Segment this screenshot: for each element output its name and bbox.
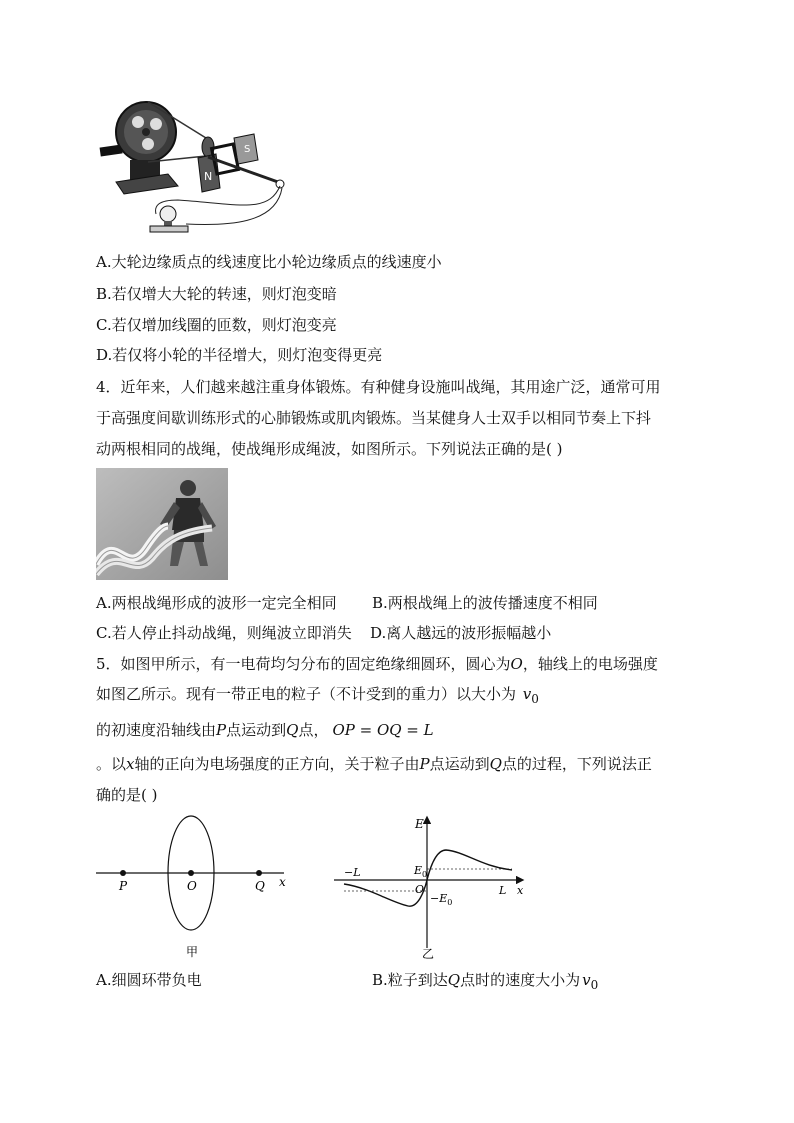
q5-stem-v0: v xyxy=(522,685,532,703)
q5-stem-line-5: 确的是( ) xyxy=(96,786,158,804)
yi-E0-label: $E_0$ xyxy=(414,864,428,879)
magnet-n-label: N xyxy=(204,170,213,183)
q5-stem-v0-sub: 0 xyxy=(531,692,539,706)
q5-stem-P2: P xyxy=(419,755,430,773)
jia-O-label: O xyxy=(187,879,197,893)
q4-option-b: B.两根战绳上的波传播速度不相同 xyxy=(372,594,598,612)
q5-stem-text-4b: 轴的正向为电场强度的正方向，关于粒子由 xyxy=(134,755,420,773)
q3-option-d: D.若仅将小轮的半径增大，则灯泡变得更亮 xyxy=(96,346,383,364)
q4-option-c: C.若人停止抖动战绳，则绳波立即消失 xyxy=(96,624,352,642)
yi-E-label: E xyxy=(415,817,424,831)
q4-stem-line-3: 动两根相同的战绳，使战绳形成绳波，如图所示。下列说法正确的是( ) xyxy=(96,440,563,458)
figure-jia-ring xyxy=(92,810,302,960)
q5-stem-line-4 xyxy=(96,754,652,774)
yi-caption: 乙 xyxy=(422,947,435,961)
generator-figure xyxy=(98,94,294,240)
q5-option-b-text-b: 点时的速度大小为 xyxy=(460,971,581,989)
q5-stem-Q2: Q xyxy=(489,755,502,773)
q5-stem-text-4a: 。以 xyxy=(96,755,127,773)
q4-option-d: D.离人越远的波形振幅越小 xyxy=(370,624,552,642)
yi-O-label: O xyxy=(415,883,425,896)
yi-x-label: x xyxy=(517,884,524,897)
q5-stem-text-3a: 的初速度沿轴线由 xyxy=(96,721,217,739)
q5-stem-text-3c: 点， xyxy=(298,721,329,739)
q5-stem-Q: Q xyxy=(286,721,299,739)
jia-Q-label: Q xyxy=(255,879,265,893)
jia-P-label: P xyxy=(119,879,128,893)
q5-stem-line-1 xyxy=(96,654,658,674)
q5-stem-text-4c: 点运动到 xyxy=(429,755,490,773)
q5-stem-text-3b: 点运动到 xyxy=(226,721,287,739)
q4-option-a: A.两根战绳形成的波形一定完全相同 xyxy=(96,594,337,612)
q5-stem-text-1b: ，轴线上的电场强度 xyxy=(522,655,658,673)
jia-caption: 甲 xyxy=(186,945,199,959)
figure-yi-field-graph xyxy=(330,812,530,962)
q5-stem-P: P xyxy=(216,721,227,739)
q5-option-a: A.细圆环带负电 xyxy=(96,971,202,989)
battle-rope-photo xyxy=(96,468,228,580)
q5-stem-O: O xyxy=(510,655,523,673)
q3-option-c: C.若仅增加线圈的匝数，则灯泡变亮 xyxy=(96,316,337,334)
q5-stem-text-1: 5．如图甲所示，有一电荷均匀分布的固定绝缘细圆环，圆心为 xyxy=(96,655,511,673)
q3-option-a: A.大轮边缘质点的线速度比小轮边缘质点的线速度小 xyxy=(96,253,442,271)
q4-stem-line-2: 于高强度间歇训练形式的心肺锻炼或肌肉锻炼。当某健身人士双手以相同节奏上下抖 xyxy=(96,409,652,427)
q5-stem-text-4d: 点的过程，下列说法正 xyxy=(501,755,652,773)
jia-x-label: x xyxy=(279,875,286,889)
q5-option-b-v: v xyxy=(582,971,591,989)
q4-stem-line-1: 4．近年来，人们越来越注重身体锻炼。有种健身设施叫战绳，其用途广泛，通常可用 xyxy=(96,378,661,396)
q5-stem-line-2 xyxy=(96,684,539,709)
q5-option-b-text-a: B.粒子到达 xyxy=(372,971,448,989)
magnet-s-label: S xyxy=(244,144,251,155)
q5-option-b-Q: Q xyxy=(447,971,461,989)
q5-stem-x: x xyxy=(126,755,135,773)
q5-option-b-v-sub: 0 xyxy=(590,978,599,992)
q5-stem-equation: OP = OQ = L xyxy=(332,721,434,739)
q5-stem-line-3 xyxy=(96,720,434,740)
yi-negL-label: −L xyxy=(344,866,361,879)
yi-L-label: L xyxy=(499,884,507,897)
q5-stem-text-2: 如图乙所示。现有一带正电的粒子（不计受到的重力）以大小为 xyxy=(96,685,517,703)
q5-option-b xyxy=(372,970,598,995)
yi-negE0-label: $-E_0$ xyxy=(430,892,453,907)
q3-option-b: B.若仅增大大轮的转速，则灯泡变暗 xyxy=(96,285,337,303)
